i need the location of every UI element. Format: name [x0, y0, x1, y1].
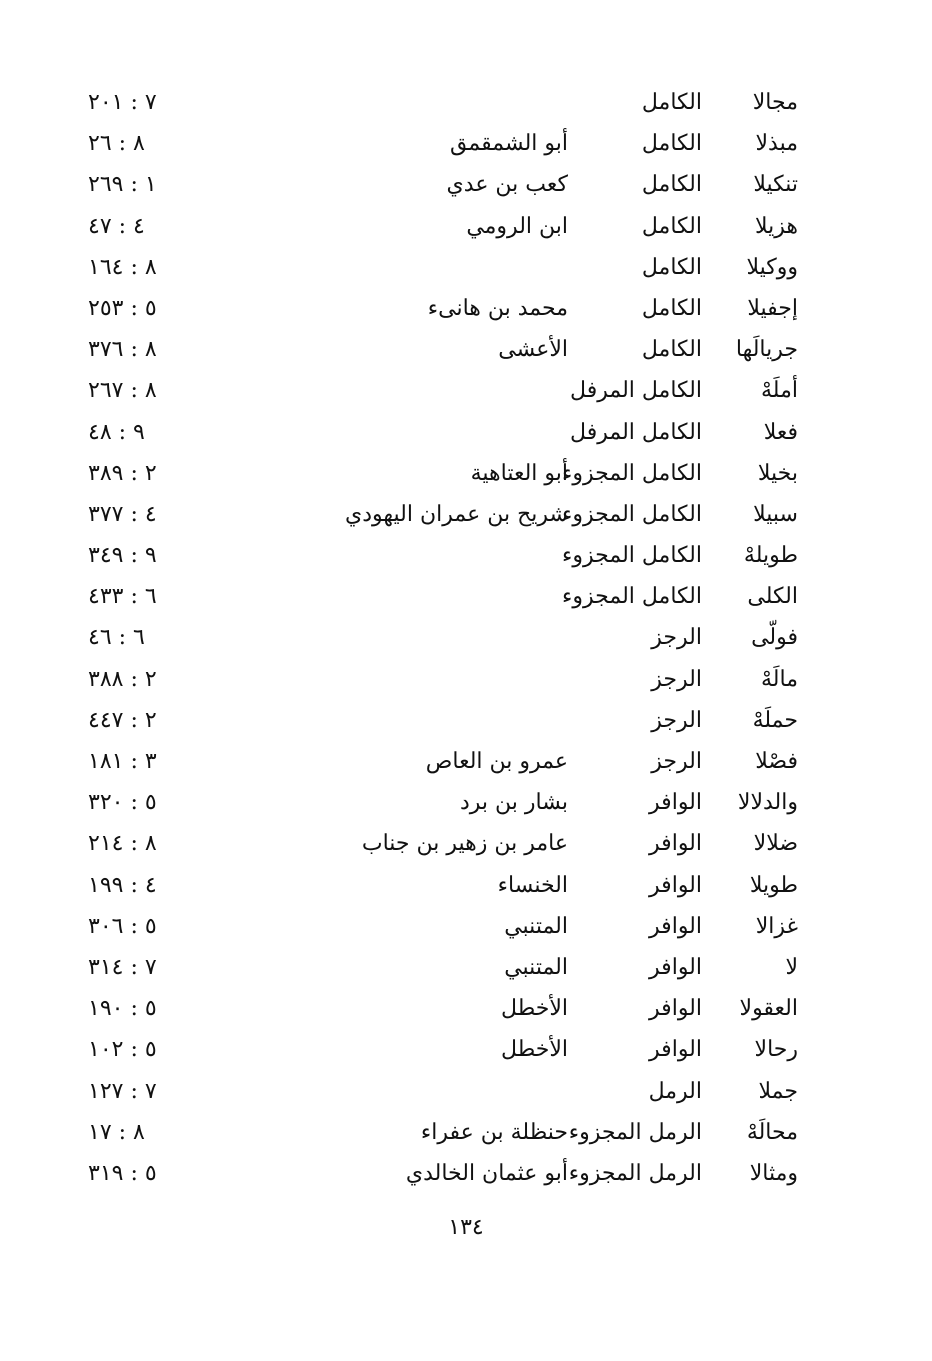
volume-page-ref: ٧ : ٢٠١: [88, 90, 157, 115]
index-row: [0, 494, 932, 535]
meter-name: الكامل: [641, 254, 702, 280]
index-row: [0, 700, 932, 741]
index-row: [0, 329, 932, 370]
meter-name: الوافر: [649, 872, 702, 898]
index-row: [0, 741, 932, 782]
volume-page-ref: ٨ : ٣٧٦: [88, 337, 157, 363]
meter-name: الوافر: [649, 954, 702, 980]
meter-name: الوافر: [649, 1037, 702, 1063]
volume-page-ref: ٢ : ٣٨٩: [88, 460, 157, 486]
index-row: [0, 823, 932, 864]
poet-name: المتنبي: [504, 954, 568, 980]
rhyme-word: جملا: [758, 1078, 798, 1104]
volume-page-ref: ٦ : ٤٣٣: [88, 584, 157, 610]
rhyme-word: ضلالا: [753, 831, 798, 857]
volume-page-ref: ٥ : ٣١٩: [88, 1160, 157, 1186]
volume-page-ref: ٢ : ٣٨٨: [88, 666, 157, 692]
meter-name: الوافر: [649, 790, 702, 816]
rhyme-word: طويلا: [749, 872, 798, 898]
rhyme-word: العقولا: [739, 996, 798, 1022]
meter-name: الكامل: [641, 337, 702, 363]
rhyme-word: رحالا: [754, 1037, 798, 1063]
meter-name: الكامل: [641, 213, 702, 239]
rhyme-word: فصْلا: [755, 749, 798, 774]
rhyme-word: محالَهْ: [746, 1119, 798, 1145]
rhyme-word: تنكيلا: [753, 172, 798, 198]
index-row: [0, 659, 932, 700]
poet-name: بشار بن برد: [460, 790, 568, 816]
poet-name: أبو العتاهية: [470, 460, 568, 486]
volume-page-ref: ٥ : ١٩٠: [88, 996, 157, 1022]
rhyme-word: جريالَها: [735, 337, 798, 363]
meter-name: الرجز: [651, 666, 702, 692]
meter-name: الرمل المجزوء: [568, 1160, 702, 1186]
meter-name: الكامل المرفل: [570, 419, 702, 445]
rhyme-word: حملَهْ: [752, 707, 798, 733]
index-row: [0, 164, 932, 205]
volume-page-ref: ٨ : ٢٦: [88, 131, 145, 157]
meter-name: الوافر: [649, 996, 702, 1022]
poet-name: أبو عثمان الخالدي: [405, 1160, 568, 1186]
rhyme-word: ومثالا: [749, 1160, 798, 1186]
rhyme-word: مجالا: [752, 90, 798, 115]
poet-name: الأخطل: [501, 1037, 568, 1063]
meter-name: الرجز: [651, 707, 702, 733]
poet-name: شريح بن عمران اليهودي: [345, 501, 568, 527]
volume-page-ref: ٨ : ٢١٤: [88, 831, 157, 857]
index-row: [0, 288, 932, 329]
index-row: [0, 865, 932, 906]
index-row: [0, 576, 932, 617]
index-row: [0, 782, 932, 823]
poet-name: محمد بن هانىء: [427, 295, 568, 321]
poet-name: عامر بن زهير بن جناب: [361, 831, 568, 857]
meter-name: الرمل: [648, 1078, 702, 1104]
index-row: [0, 1071, 932, 1112]
page-number: ١٣٤: [448, 1215, 484, 1240]
poet-name: أبو الشمقمق: [450, 131, 568, 157]
index-row: [0, 906, 932, 947]
meter-name: الكامل: [641, 131, 702, 157]
index-row: [0, 206, 932, 247]
index-row: [0, 617, 932, 658]
volume-page-ref: ٢ : ٤٤٧: [88, 707, 157, 733]
index-row: [0, 370, 932, 411]
meter-name: الكامل: [641, 90, 702, 115]
index-row: [0, 82, 932, 123]
rhyme-word: الكلى: [747, 584, 798, 610]
volume-page-ref: ٣ : ١٨١: [88, 749, 157, 774]
rhyme-word: غزالا: [755, 913, 798, 939]
volume-page-ref: ٩ : ٤٨: [88, 419, 145, 445]
meter-name: الوافر: [649, 831, 702, 857]
meter-name: الوافر: [649, 913, 702, 939]
rhyme-word: بخيلا: [757, 460, 798, 486]
index-row: [0, 535, 932, 576]
meter-name: الكامل: [641, 295, 702, 321]
meter-name: الكامل المجزوء: [562, 501, 702, 527]
poet-name: الأعشى: [498, 337, 568, 363]
volume-page-ref: ٧ : ١٢٧: [88, 1078, 157, 1104]
rhyme-word: مالَهْ: [761, 666, 798, 692]
index-row: [0, 1112, 932, 1153]
meter-name: الكامل المجزوء: [562, 543, 702, 569]
volume-page-ref: ٥ : ٣٢٠: [88, 790, 157, 816]
volume-page-ref: ٤ : ٤٧: [88, 213, 145, 239]
meter-name: الكامل المجزوء: [562, 460, 702, 486]
volume-page-ref: ٤ : ١٩٩: [88, 872, 157, 898]
volume-page-ref: ٦ : ٤٦: [88, 625, 145, 651]
volume-page-ref: ٨ : ١٧: [88, 1119, 145, 1145]
index-row: [0, 453, 932, 494]
rhyme-word: سبيلا: [753, 501, 798, 527]
meter-name: الرجز: [651, 749, 702, 774]
meter-name: الكامل المرفل: [570, 378, 702, 404]
rhyme-word: لا: [785, 954, 798, 980]
poet-name: المتنبي: [504, 913, 568, 939]
rhyme-word: إجفيلا: [747, 295, 798, 321]
index-table: [0, 82, 932, 1194]
volume-page-ref: ٥ : ١٠٢: [88, 1037, 157, 1063]
rhyme-word: طويلهْ: [743, 543, 798, 569]
index-row: [0, 988, 932, 1029]
volume-page-ref: ٨ : ١٦٤: [88, 254, 157, 280]
index-row: [0, 1153, 932, 1194]
rhyme-word: أملَهْ: [761, 378, 798, 404]
volume-page-ref: ٥ : ٢٥٣: [88, 295, 157, 321]
index-row: [0, 123, 932, 164]
rhyme-word: هزيلا: [755, 213, 798, 239]
rhyme-word: فعلا: [763, 419, 798, 445]
poet-name: الأخطل: [501, 996, 568, 1022]
rhyme-word: فولّى: [751, 625, 798, 651]
rhyme-word: مبذلا: [755, 131, 798, 157]
meter-name: الرجز: [651, 625, 702, 651]
poet-name: كعب بن عدي: [446, 172, 568, 198]
index-row: [0, 947, 932, 988]
index-row: [0, 247, 932, 288]
poet-name: الخنساء: [497, 872, 568, 898]
volume-page-ref: ٧ : ٣١٤: [88, 954, 157, 980]
volume-page-ref: ٨ : ٢٦٧: [88, 378, 157, 404]
poet-name: عمرو بن العاص: [425, 749, 568, 774]
poet-name: حنظلة بن عفراء: [420, 1119, 568, 1145]
volume-page-ref: ١ : ٢٦٩: [88, 172, 157, 198]
meter-name: الرمل المجزوء: [568, 1119, 702, 1145]
rhyme-word: والدلالا: [737, 790, 798, 816]
volume-page-ref: ٥ : ٣٠٦: [88, 913, 157, 939]
volume-page-ref: ٤ : ٣٧٧: [88, 501, 157, 527]
poet-name: ابن الرومي: [466, 213, 568, 239]
index-row: [0, 1029, 932, 1070]
volume-page-ref: ٩ : ٣٤٩: [88, 543, 157, 569]
meter-name: الكامل المجزوء: [562, 584, 702, 610]
rhyme-word: ووكيلا: [746, 254, 798, 280]
index-row: [0, 412, 932, 453]
meter-name: الكامل: [641, 172, 702, 198]
